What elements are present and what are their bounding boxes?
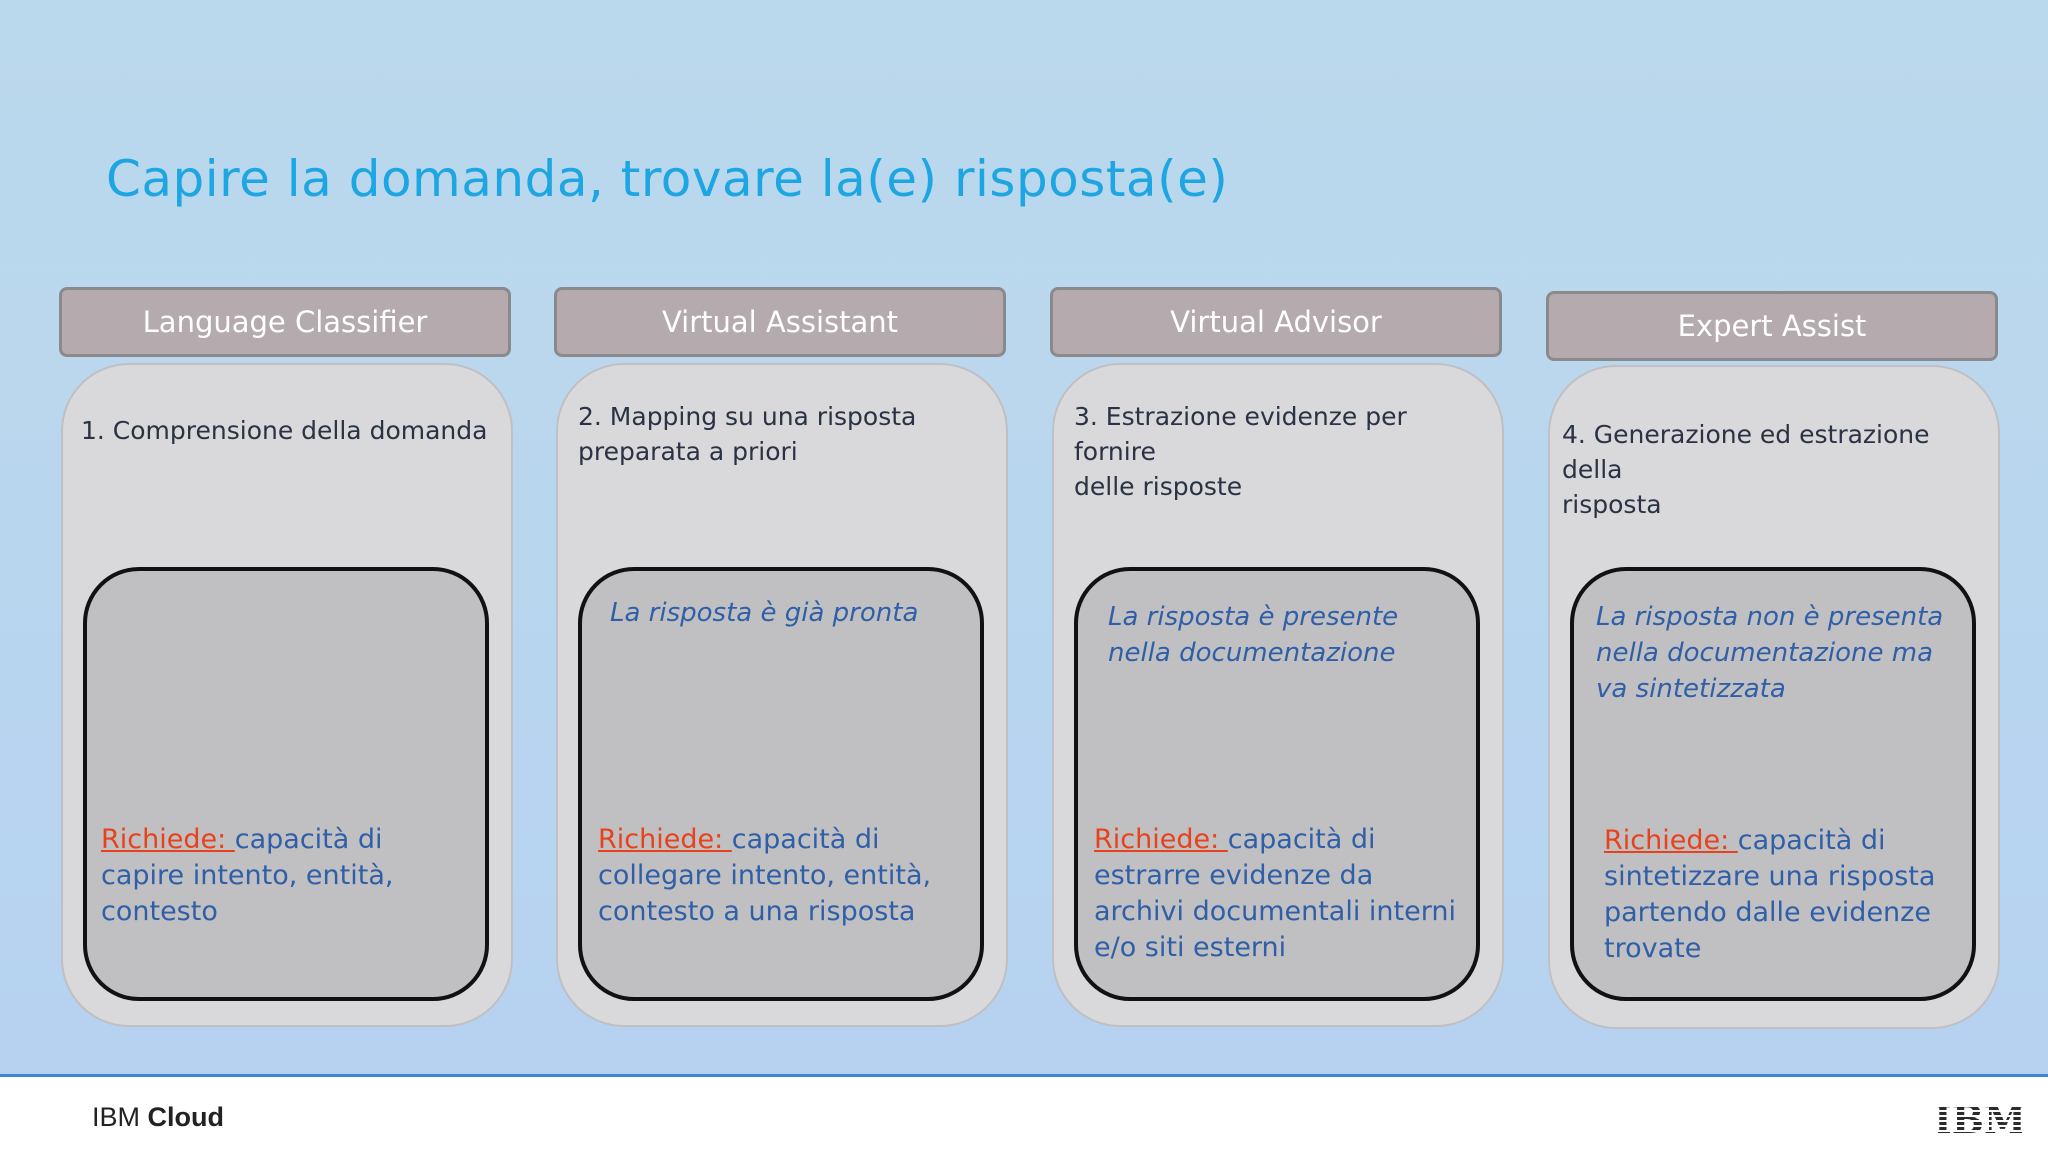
footer [0,1077,2048,1152]
requires-label: Richiede: [1094,824,1228,855]
slide-title: Capire la domanda, trovare la(e) risposta(e) [106,150,1229,208]
header-label: Expert Assist [1677,309,1867,343]
requires-label: Richiede: [598,824,732,855]
requires-label: Richiede: [1604,825,1738,856]
header-expert-assist [1546,291,1998,361]
inner-description: La risposta è presente nella documentazione [1108,602,1399,668]
inner-box-virtual-assistant [578,567,984,1001]
inner-box-language-classifier [83,567,489,1001]
requires-description: capacità di collegare intento, entità, contesto a una risposta [598,824,932,927]
requires-description: capacità di estrarre evidenze da archivi documentali interni e/o siti esterni [1094,824,1456,963]
requires-label: Richiede: [101,824,235,855]
header-language-classifier [59,287,511,357]
requires-text [1604,823,1944,967]
step-text: 2. Mapping su una risposta preparata a priori [578,402,917,466]
step-text: 3. Estrazione evidenze per fornire delle risposte [1074,402,1407,501]
inner-description: La risposta è già pronta [610,598,919,628]
header-virtual-advisor [1050,287,1502,357]
header-label: Language Classifier [142,305,428,339]
step-text: 1. Comprensione della domanda [81,416,488,445]
inner-box-virtual-advisor [1074,567,1480,1001]
requires-text [101,822,471,930]
inner-box-expert-assist [1570,567,1976,1001]
header-label: Virtual Advisor [1170,305,1382,339]
requires-description: capacità di sintetizzare una risposta partendo dalle evidenze trovate [1604,825,1936,964]
requires-description: capacità di capire intento, entità, contesto [101,824,394,927]
footer-brand [92,1102,224,1133]
header-virtual-assistant [554,287,1006,357]
brand-prefix: IBM [92,1102,141,1132]
step-text: 4. Generazione ed estrazione della risposta [1562,420,1930,519]
inner-description: La risposta non è presenta nella documentazione ma va sintetizzata [1596,602,1944,704]
header-label: Virtual Assistant [661,305,899,339]
requires-text [1094,822,1464,966]
brand-strong: Cloud [147,1102,225,1132]
ibm-logo-icon [1938,1097,2022,1137]
requires-text [598,822,978,930]
